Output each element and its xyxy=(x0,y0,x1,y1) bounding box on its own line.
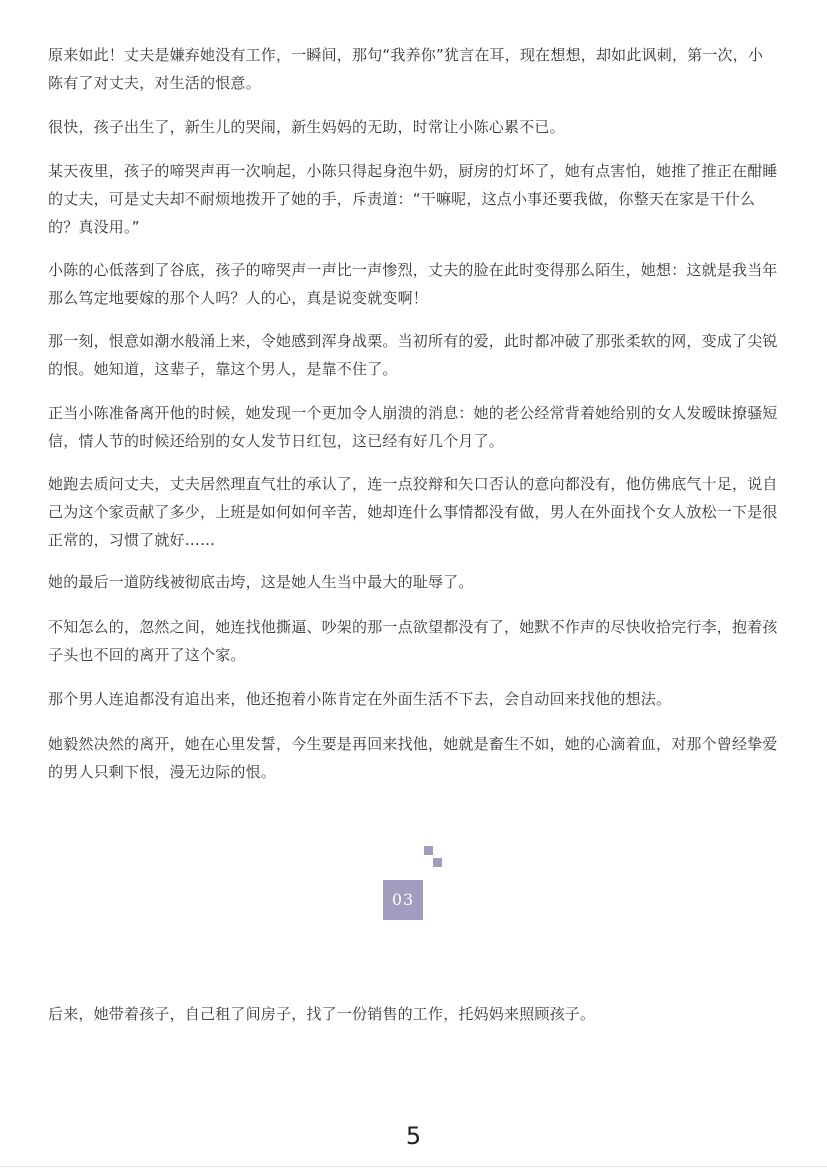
paragraph-3: 某天夜里，孩子的啼哭声再一次响起，小陈只得起身泡牛奶，厨房的灯坏了，她有点害怕，她推了推正在酣睡的丈夫，可是丈夫却不耐烦地拨开了她的手，斥责道：“干嘛呢，这点小事还要我做，你整天在家是干什么的？真没用。” xyxy=(48,162,778,236)
paragraph-10: 那个男人连追都没有追出来，他还抱着小陈肯定在外面生活不下去，会自动回来找他的想法。 xyxy=(48,690,672,708)
bottom-divider xyxy=(0,1166,827,1167)
paragraph-12: 后来，她带着孩子，自己租了间房子，找了一份销售的工作，托妈妈来照顾孩子。 xyxy=(48,1005,596,1023)
paragraph-6: 正当小陈准备离开他的时候，她发现一个更加令人崩溃的消息：她的老公经常背着她给别的女人发暧昧撩骚短信，情人节的时候还给别的女人发节日红包，这已经有好几个月了。 xyxy=(48,404,778,450)
section-ornament-square xyxy=(424,846,433,855)
paragraph-8: 她的最后一道防线被彻底击垮，这是她人生当中最大的耻辱了。 xyxy=(48,573,474,591)
section-ornament-square xyxy=(433,858,442,867)
paragraph-2: 很快，孩子出生了，新生儿的哭闹，新生妈妈的无助，时常让小陈心累不已。 xyxy=(48,118,565,136)
page-number: 5 xyxy=(405,1122,422,1150)
paragraph-4: 小陈的心低落到了谷底，孩子的啼哭声一声比一声惨烈，丈夫的脸在此时变得那么陌生，她想：这就是我当年那么笃定地要嫁的那个人吗？人的心，真是说变就变啊！ xyxy=(48,261,778,307)
paragraph-7: 她跑去质问丈夫，丈夫居然理直气壮的承认了，连一点狡辩和矢口否认的意向都没有，他仿佛底气十足，说自己为这个家贡献了多少，上班是如何如何辛苦，她却连什么事情都没有做，男人在外面找个女人放松一下是很正常的，习惯了就好…… xyxy=(48,475,778,549)
paragraph-9: 不知怎么的，忽然之间，她连找他撕逼、吵架的那一点欲望都没有了，她默不作声的尽快收拾完行李，抱着孩子头也不回的离开了这个家。 xyxy=(48,618,778,664)
paragraph-1: 原来如此！丈夫是嫌弃她没有工作，一瞬间，那句“我养你”犹言在耳，现在想想，却如此讽刺，第一次，小陈有了对丈夫，对生活的恨意。 xyxy=(48,46,764,92)
section-number-badge: 03 xyxy=(383,880,423,920)
paragraph-5: 那一刻，恨意如潮水般涌上来，令她感到浑身战栗。当初所有的爱，此时都冲破了那张柔软的网，变成了尖锐的恨。她知道，这辈子，靠这个男人，是靠不住了。 xyxy=(48,332,778,378)
paragraph-11: 她毅然决然的离开，她在心里发誓，今生要是再回来找他，她就是畜生不如，她的心滴着血，对那个曾经挚爱的男人只剩下恨，漫无边际的恨。 xyxy=(48,735,778,781)
